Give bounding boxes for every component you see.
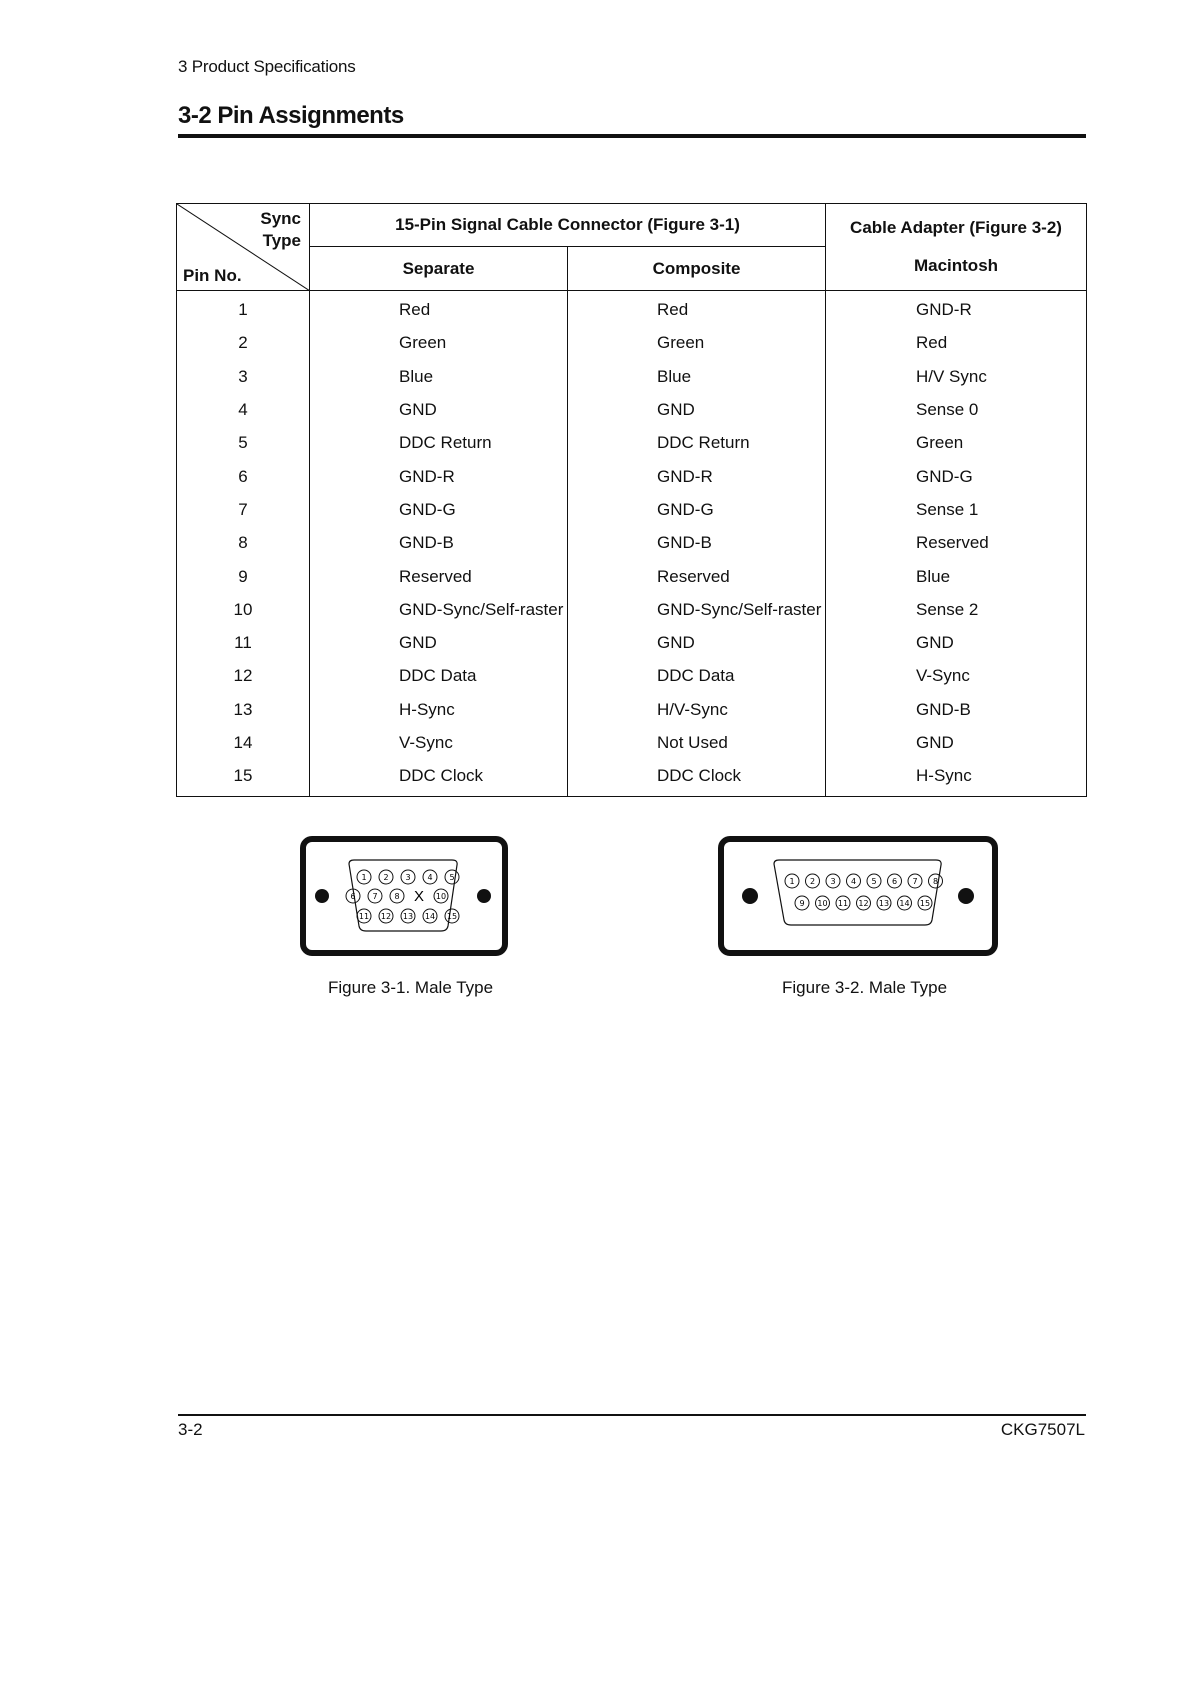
page-number: 3-2 (178, 1420, 203, 1439)
separate-cell: GND-B (310, 526, 568, 559)
separate-cell: H-Sync (310, 693, 568, 726)
pin-cell: 9 (177, 559, 310, 592)
pin-number-label: 11 (358, 912, 370, 921)
separate-cell: GND-R (310, 459, 568, 492)
sync-label-line2: Type (262, 231, 301, 250)
figure-3-2-caption: Figure 3-2. Male Type (782, 978, 948, 997)
pin-number-label: 12 (858, 899, 869, 908)
macintosh-cell: Reserved (826, 526, 1087, 559)
macintosh-header: Macintosh (913, 256, 999, 275)
table-row (177, 726, 1087, 759)
table-row (177, 393, 1087, 426)
pin-cell: 1 (177, 291, 310, 327)
macintosh-cell: Green (826, 426, 1087, 459)
figure-3-1-connector (300, 836, 510, 963)
figure-3-1-caption: Figure 3-1. Male Type (328, 978, 494, 997)
pin-cell: 6 (177, 459, 310, 492)
separate-cell: GND-Sync/Self-raster (310, 593, 568, 626)
table-row (177, 326, 1087, 359)
separate-cell: GND (310, 393, 568, 426)
title-rule (178, 134, 1086, 138)
table-row (177, 426, 1087, 459)
pin-number-label: 10 (435, 892, 447, 901)
pin-number-label: 13 (878, 899, 890, 908)
figure-3-2-connector (718, 836, 1000, 963)
composite-cell: GND-B (568, 526, 826, 559)
pin-cell: 8 (177, 526, 310, 559)
pin-number-label: 12 (380, 912, 392, 921)
pin-number-label: 6 (350, 892, 356, 901)
table-row (177, 291, 1087, 327)
table-row (177, 626, 1087, 659)
vga-15pin-connector-icon (300, 836, 510, 958)
pin-number-label: 4 (850, 877, 857, 886)
pin-table-body (177, 291, 1087, 797)
pin-number-label: 7 (912, 877, 918, 886)
pin-cell: 10 (177, 593, 310, 626)
composite-cell: Blue (568, 360, 826, 393)
pin-cell: 5 (177, 426, 310, 459)
pin-cell: 15 (177, 759, 310, 797)
composite-cell: GND (568, 626, 826, 659)
mac-adapter-connector-icon (718, 836, 1000, 958)
pin-number-label: 15 (919, 899, 931, 908)
pin-number-label: 8 (394, 892, 400, 901)
sync-label-line1: Sync (260, 209, 301, 228)
macintosh-cell: Sense 2 (826, 593, 1087, 626)
composite-cell: DDC Return (568, 426, 826, 459)
table-row (177, 493, 1087, 526)
composite-cell: GND-R (568, 459, 826, 492)
separate-cell: Blue (310, 360, 568, 393)
composite-cell: GND (568, 393, 826, 426)
pin-number-label: 1 (789, 877, 795, 886)
macintosh-cell: H/V Sync (826, 360, 1087, 393)
table-row (177, 759, 1087, 797)
table-row (177, 693, 1087, 726)
running-head: 3 Product Specifications (178, 57, 356, 76)
separate-cell: DDC Return (310, 426, 568, 459)
section-title: 3-2 Pin Assignments (178, 102, 404, 129)
macintosh-cell: GND-G (826, 459, 1087, 492)
macintosh-cell: Blue (826, 559, 1087, 592)
composite-header: Composite (568, 247, 826, 291)
pin-number-label: 8 (932, 877, 939, 886)
macintosh-cell: V-Sync (826, 659, 1087, 692)
pin-number-label: 5 (871, 877, 877, 886)
composite-cell: Red (568, 291, 826, 327)
table-row (177, 360, 1087, 393)
separate-cell: Red (310, 291, 568, 327)
table-row (177, 559, 1087, 592)
composite-cell: Not Used (568, 726, 826, 759)
pin-no-label: Pin No. (183, 266, 242, 285)
pin-assignment-table (176, 203, 1087, 797)
separate-cell: DDC Data (310, 659, 568, 692)
macintosh-cell: Red (826, 326, 1087, 359)
pin-number-label: 6 (891, 877, 898, 886)
macintosh-cell: GND (826, 626, 1087, 659)
composite-cell: Green (568, 326, 826, 359)
model-number: CKG7507L (1000, 1420, 1085, 1439)
table-row (177, 659, 1087, 692)
macintosh-cell: GND-R (826, 291, 1087, 327)
separate-cell: Green (310, 326, 568, 359)
pin-number-label: 7 (372, 892, 378, 901)
footer-rule (178, 1414, 1086, 1416)
macintosh-cell: GND-B (826, 693, 1087, 726)
connector-group-header: 15-Pin Signal Cable Connector (Figure 3-1) (310, 204, 826, 247)
pin-number-label: 3 (405, 873, 411, 882)
pin-number-label: 14 (899, 899, 910, 908)
separate-cell: GND (310, 626, 568, 659)
pin-number-label: 10 (817, 899, 828, 908)
separate-cell: GND-G (310, 493, 568, 526)
pin-cell: 2 (177, 326, 310, 359)
separate-cell: DDC Clock (310, 759, 568, 797)
macintosh-cell: Sense 0 (826, 393, 1087, 426)
composite-cell: GND-Sync/Self-raster (568, 593, 826, 626)
composite-cell: DDC Clock (568, 759, 826, 797)
pin-number-label: 11 (837, 899, 849, 908)
pin-cell: 11 (177, 626, 310, 659)
composite-cell: DDC Data (568, 659, 826, 692)
corner-header-cell (177, 204, 310, 291)
table-row (177, 459, 1087, 492)
pin-number-label: 14 (424, 912, 436, 921)
pin-cell: 14 (177, 726, 310, 759)
pin-cell: 3 (177, 360, 310, 393)
macintosh-cell: Sense 1 (826, 493, 1087, 526)
composite-cell: H/V-Sync (568, 693, 826, 726)
separate-cell: V-Sync (310, 726, 568, 759)
pin-number-label: 1 (361, 873, 367, 882)
pin-number-label: 4 (427, 873, 433, 882)
pin-cell: 13 (177, 693, 310, 726)
pin-number-label: 2 (809, 877, 816, 886)
sync-type-label (260, 208, 301, 252)
separate-header: Separate (310, 247, 568, 291)
adapter-header (826, 204, 1087, 291)
pin-number-label: 13 (402, 912, 414, 921)
pin-number-label: 9 (799, 899, 805, 908)
pin-cell: 7 (177, 493, 310, 526)
pin-number-label: 2 (383, 873, 389, 882)
composite-cell: Reserved (568, 559, 826, 592)
table-row (177, 593, 1087, 626)
adapter-header-title: Cable Adapter (Figure 3-2) (850, 218, 1062, 237)
pin-number-label: 3 (830, 877, 836, 886)
pin-cell: 12 (177, 659, 310, 692)
pin-cell: 4 (177, 393, 310, 426)
macintosh-cell: GND (826, 726, 1087, 759)
pin-missing-marker: X (413, 888, 425, 905)
table-row (177, 526, 1087, 559)
macintosh-cell: H-Sync (826, 759, 1087, 797)
composite-cell: GND-G (568, 493, 826, 526)
pin-number-label: 15 (446, 912, 458, 921)
pin-number-label: 5 (449, 873, 455, 882)
separate-cell: Reserved (310, 559, 568, 592)
